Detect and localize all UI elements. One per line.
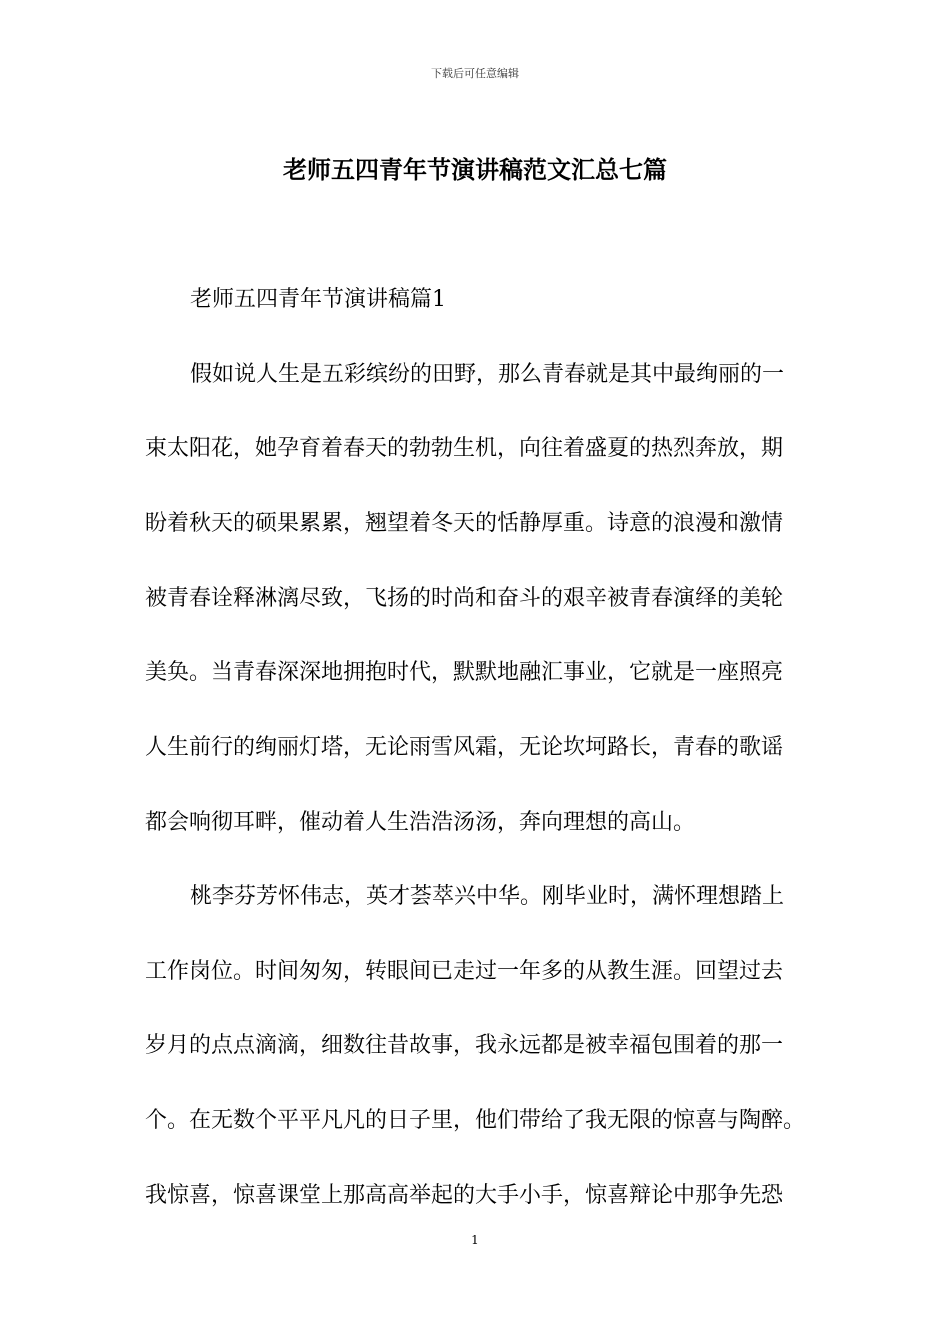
text-line: 盼着秋天的硕果累累，翘望着冬天的恬静厚重。诗意的浪漫和激情 [145,511,784,536]
text-line: 桃李芬芳怀伟志，英才荟萃兴中华。刚毕业时，满怀理想踏上 [190,884,785,909]
text-line: 束太阳花，她孕育着春天的勃勃生机，向往着盛夏的热烈奔放，期 [145,436,784,461]
text-line: 岁月的点点滴滴，细数往昔故事，我永远都是被幸福包围着的那一 [145,1033,784,1058]
text-line: 美奂。当青春深深地拥抱时代，默默地融汇事业，它就是一座照亮 [145,660,784,685]
text-line: 我惊喜，惊喜课堂上那高高举起的大手小手，惊喜辩论中那争先恐 [145,1183,784,1208]
text-line: 人生前行的绚丽灯塔，无论雨雪风霜，无论坎坷路长，青春的歌谣 [145,735,784,760]
page-number: 1 [471,1233,479,1247]
document-title: 老师五四青年节演讲稿范文汇总七篇 [283,155,667,184]
text-line: 被青春诠释淋漓尽致，飞扬的时尚和奋斗的艰辛被青春演绎的美轮 [145,586,784,611]
text-line: 都会响彻耳畔，催动着人生浩浩汤汤，奔向理想的高山。 [145,810,696,835]
section-heading: 老师五四青年节演讲稿篇1 [190,287,446,312]
text-line: 假如说人生是五彩缤纷的田野，那么青春就是其中最绚丽的一 [190,362,785,387]
text-line: 个。在无数个平平凡凡的日子里，他们带给了我无限的惊喜与陶醉。 [145,1108,806,1133]
page-header: 下载后可任意编辑 [431,67,519,80]
text-line: 工作岗位。时间匆匆，转眼间已走过一年多的从教生涯。回望过去 [145,959,784,984]
